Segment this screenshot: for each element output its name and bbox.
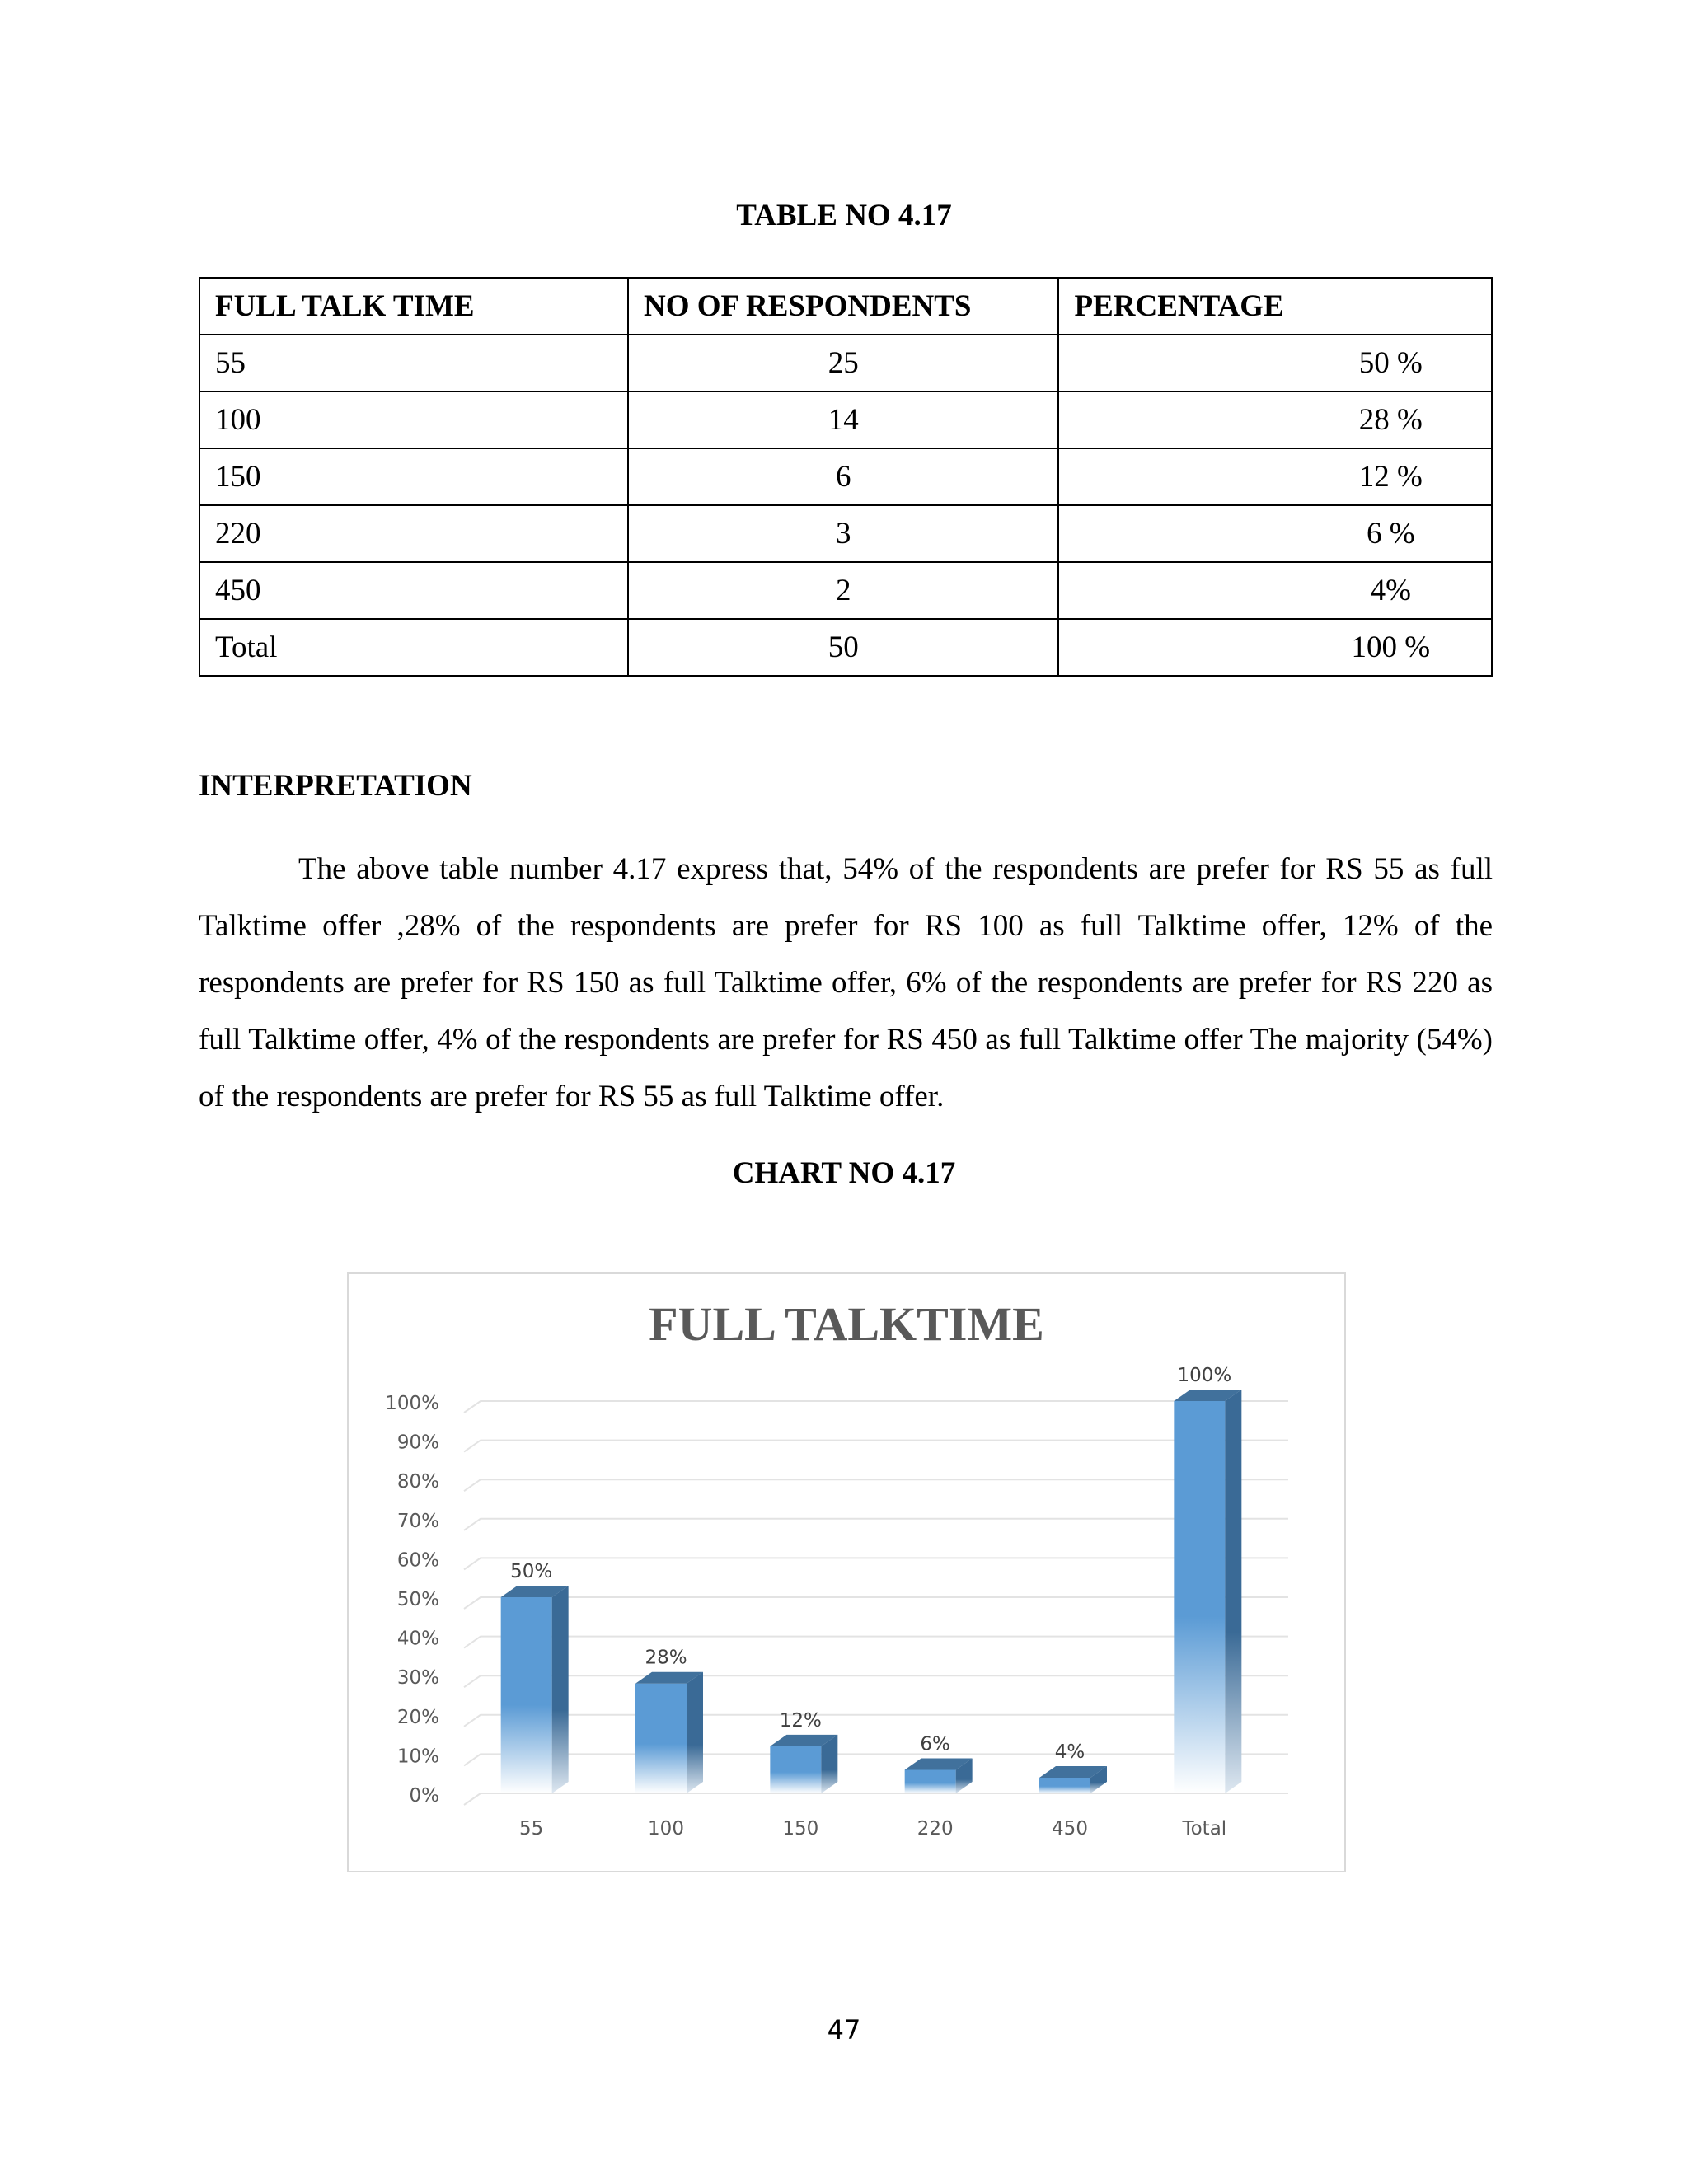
data-label: 28% xyxy=(645,1647,687,1669)
cell-talk-time: Total xyxy=(199,619,628,676)
cell-respondents: 3 xyxy=(628,505,1058,562)
x-tick-label: 220 xyxy=(917,1818,954,1840)
cell-respondents: 2 xyxy=(628,562,1058,619)
table-row xyxy=(199,619,1492,676)
data-label: 4% xyxy=(1054,1741,1085,1763)
cell-respondents: 25 xyxy=(628,335,1058,391)
bar xyxy=(905,1769,956,1793)
x-tick-label: 450 xyxy=(1052,1818,1088,1840)
cell-percentage: 50 % xyxy=(1058,335,1492,391)
y-tick-label: 0% xyxy=(409,1785,439,1807)
cell-percentage: 100 % xyxy=(1058,619,1492,676)
gridline xyxy=(464,1675,1288,1687)
cell-percentage: 4% xyxy=(1058,562,1492,619)
y-tick-label: 100% xyxy=(385,1393,439,1414)
x-tick-label: Total xyxy=(1182,1818,1227,1840)
cell-talk-time: 100 xyxy=(199,391,628,448)
x-tick-label: 55 xyxy=(519,1818,544,1840)
gridline xyxy=(464,1558,1288,1569)
data-label: 12% xyxy=(779,1709,822,1732)
cell-talk-time: 450 xyxy=(199,562,628,619)
data-label: 100% xyxy=(1177,1365,1232,1386)
gridline xyxy=(464,1715,1288,1727)
data-label: 50% xyxy=(510,1561,553,1582)
cell-talk-time: 150 xyxy=(199,448,628,505)
gridline xyxy=(464,1637,1288,1648)
gridline xyxy=(464,1754,1288,1765)
header-percentage: PERCENTAGE xyxy=(1058,278,1492,335)
table-header-row xyxy=(199,278,1492,335)
table-row xyxy=(199,335,1492,391)
chart-heading: CHART NO 4.17 xyxy=(732,1156,956,1190)
table-row xyxy=(199,505,1492,562)
y-tick-label: 80% xyxy=(396,1471,439,1493)
gridline xyxy=(464,1401,1288,1413)
gridline xyxy=(464,1441,1288,1452)
bar xyxy=(1039,1778,1090,1793)
y-tick-label: 30% xyxy=(396,1667,439,1690)
gridline xyxy=(464,1479,1288,1491)
table-row xyxy=(199,562,1492,619)
cell-percentage: 28 % xyxy=(1058,391,1492,448)
page-number: 47 xyxy=(827,2014,861,2046)
bar-chart xyxy=(349,1274,1344,1871)
y-tick-label: 70% xyxy=(396,1510,439,1532)
header-full-talk-time: FULL TALK TIME xyxy=(199,278,628,335)
x-tick-label: 100 xyxy=(648,1818,684,1840)
bar xyxy=(635,1684,687,1793)
interpretation-heading: INTERPRETATION xyxy=(199,769,472,803)
y-tick-label: 90% xyxy=(396,1432,439,1454)
y-tick-label: 60% xyxy=(396,1549,439,1572)
x-tick-label: 150 xyxy=(782,1818,819,1840)
bar xyxy=(501,1597,552,1793)
y-tick-label: 40% xyxy=(396,1628,439,1650)
table-row xyxy=(199,448,1492,505)
chart-frame xyxy=(347,1272,1346,1872)
chart-title: FULL TALKTIME xyxy=(649,1297,1044,1351)
gridline xyxy=(464,1597,1288,1609)
table-row xyxy=(199,391,1492,448)
bar xyxy=(770,1746,821,1793)
interpretation-paragraph: The above table number 4.17 express that, 54% of the respondents are prefer for RS 55 as full Talktime offer ,28% of the respondents are prefer for RS 100 as full Talktime offer, 12% of the respondents are prefer for RS 150 as full Talktime offer, 6% of the respondents are prefer for RS 220 as full Talktime offer, 4% of the respondents are prefer for RS 450 as full Talktime offer The majority (54%) of the respondents are prefer for RS 55 as full Talktime offer. xyxy=(199,852,1493,1113)
bar-side xyxy=(552,1586,569,1793)
cell-percentage: 6 % xyxy=(1058,505,1492,562)
cell-talk-time: 220 xyxy=(199,505,628,562)
talktime-table xyxy=(199,277,1493,677)
cell-percentage: 12 % xyxy=(1058,448,1492,505)
y-tick-label: 50% xyxy=(396,1589,439,1610)
bar xyxy=(1174,1401,1225,1793)
cell-respondents: 6 xyxy=(628,448,1058,505)
cell-talk-time: 55 xyxy=(199,335,628,391)
gridline xyxy=(464,1519,1288,1530)
bar-side xyxy=(687,1672,703,1793)
gridline xyxy=(464,1793,1288,1805)
table-heading: TABLE NO 4.17 xyxy=(736,199,952,232)
cell-respondents: 14 xyxy=(628,391,1058,448)
y-tick-label: 10% xyxy=(396,1746,439,1768)
y-tick-label: 20% xyxy=(396,1706,439,1728)
header-no-of-respondents: NO OF RESPONDENTS xyxy=(628,278,1058,335)
bar-side xyxy=(1225,1390,1241,1793)
cell-respondents: 50 xyxy=(628,619,1058,676)
data-label: 6% xyxy=(920,1733,950,1755)
